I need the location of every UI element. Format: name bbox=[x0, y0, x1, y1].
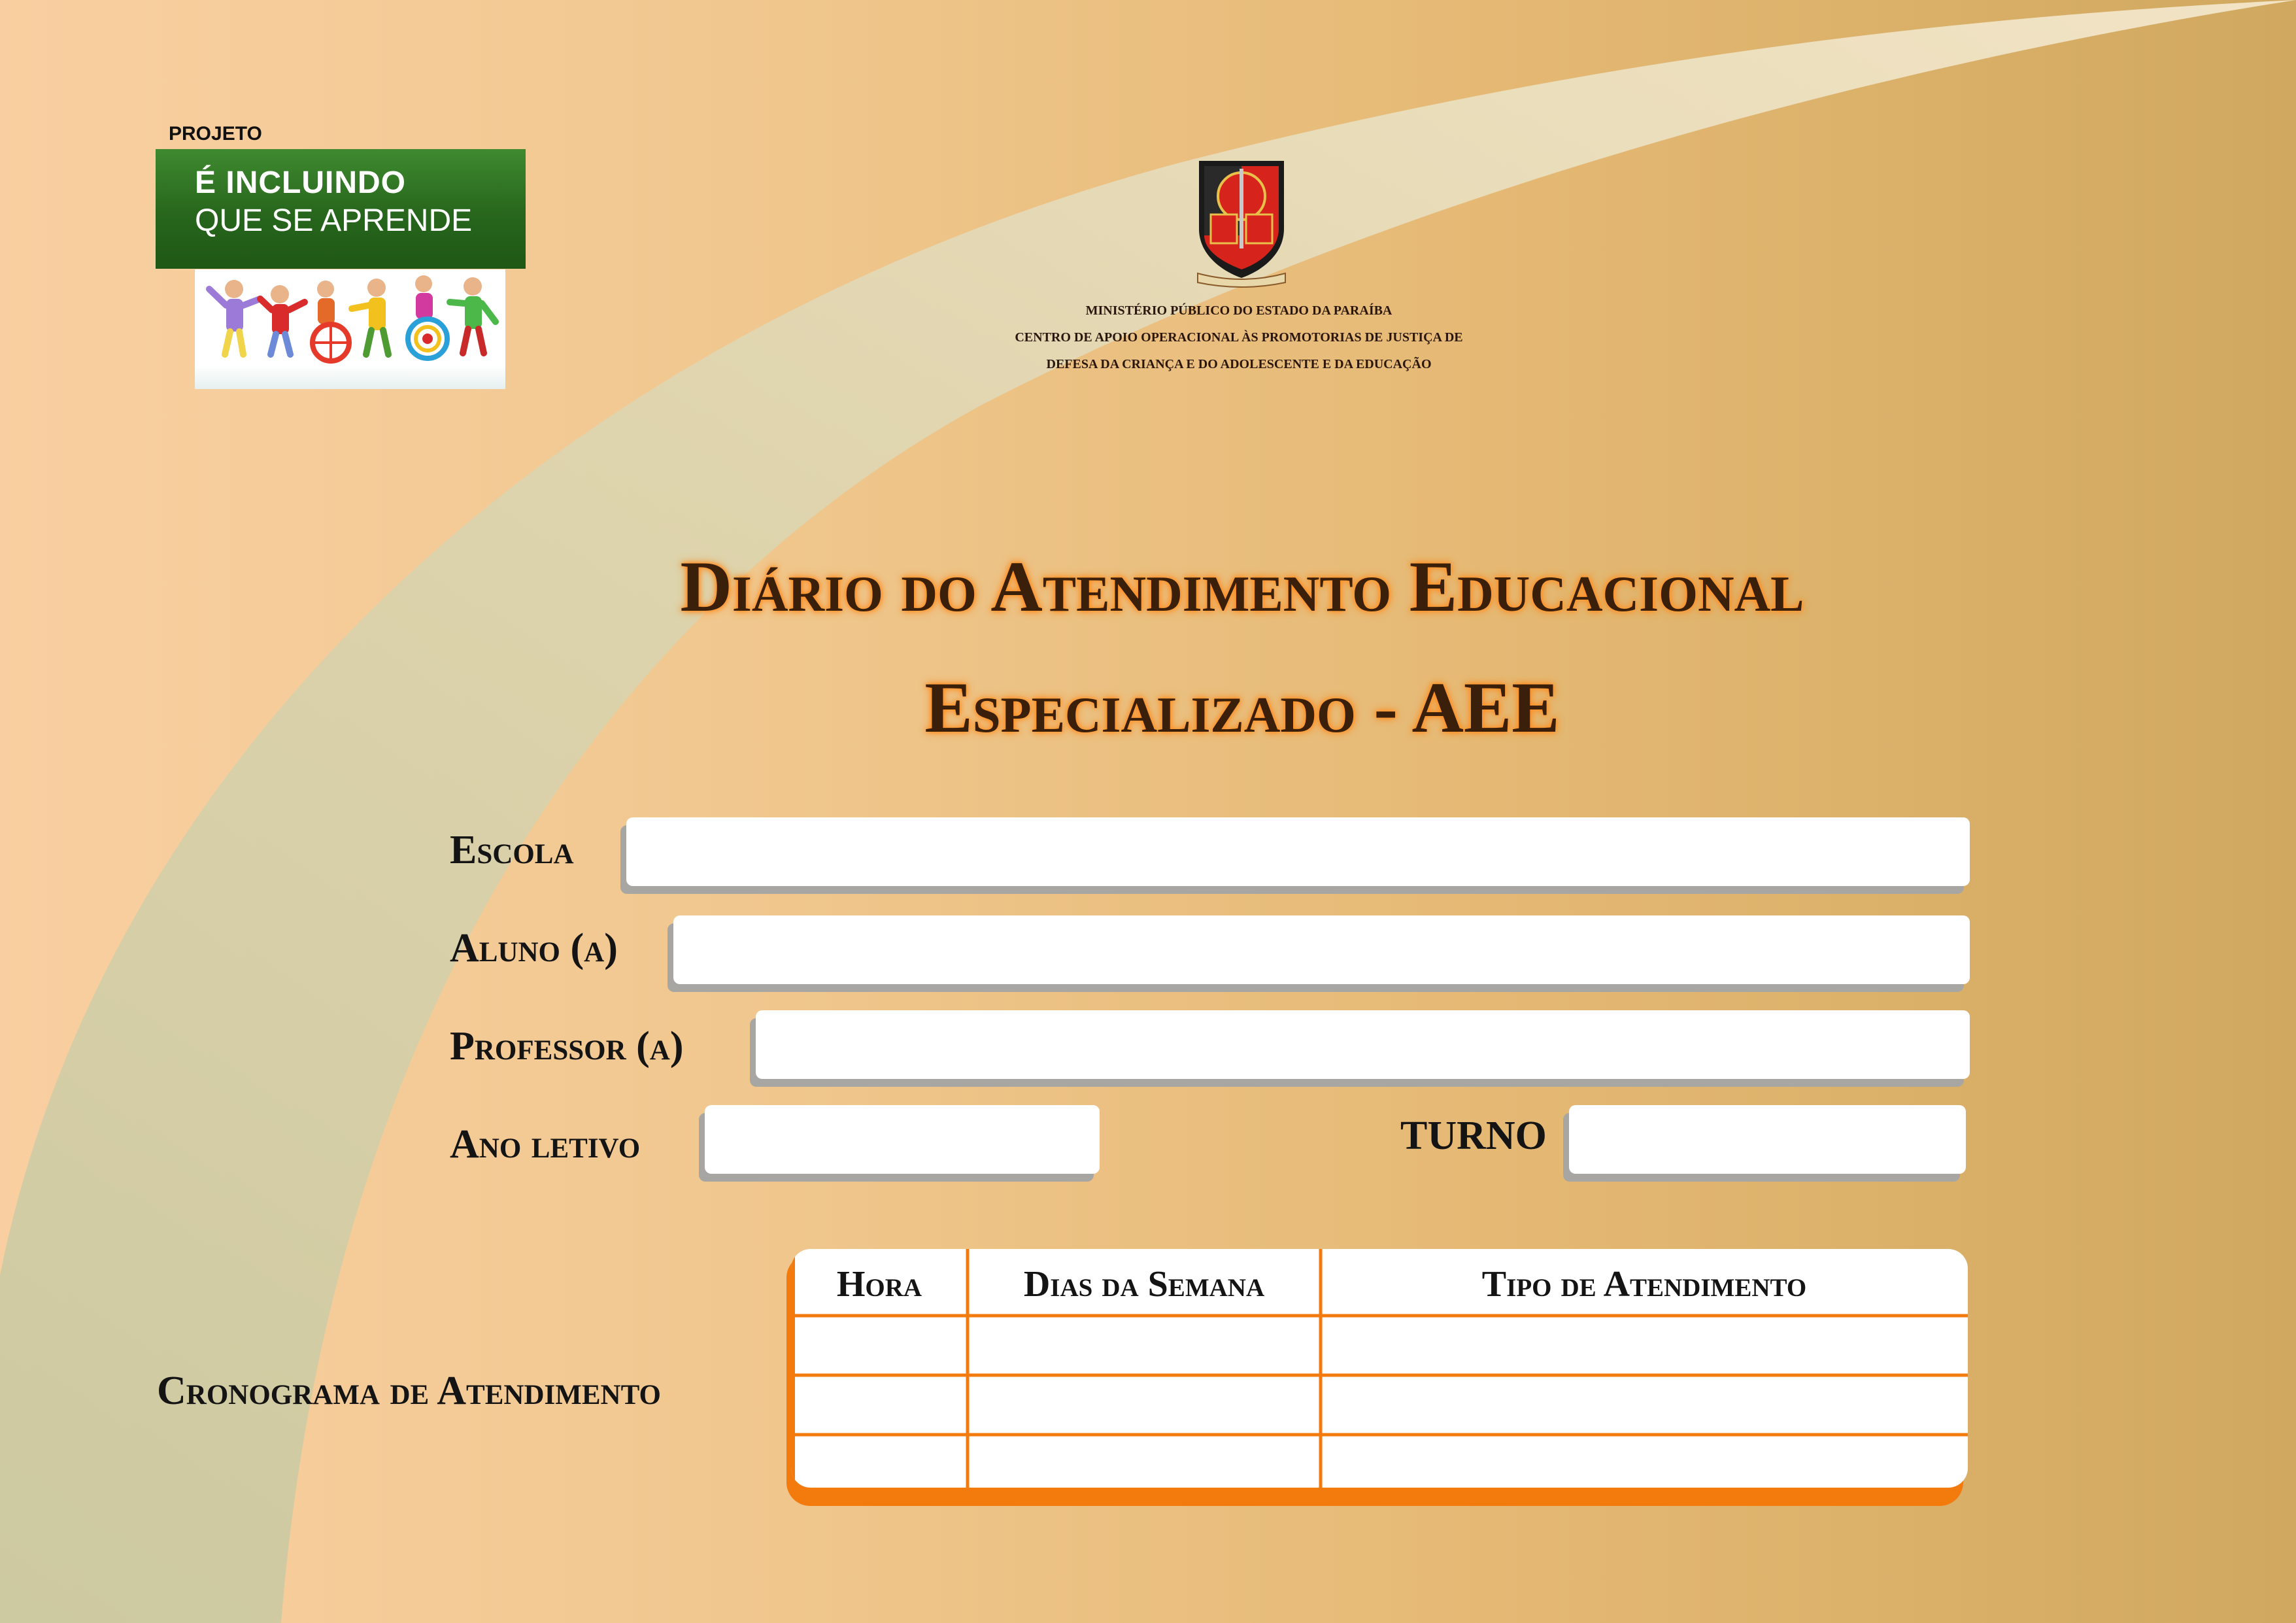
children-figures-icon bbox=[195, 269, 505, 389]
ano-letivo-label: Ano letivo bbox=[450, 1122, 641, 1167]
turno-label: TURNO bbox=[1400, 1114, 1547, 1158]
institution-crest-icon bbox=[1195, 157, 1288, 288]
escola-field[interactable] bbox=[626, 817, 1970, 886]
institution-line-1: MINISTÉRIO PÚBLICO DO ESTADO DA PARAÍBA bbox=[1085, 303, 1393, 318]
table-cell[interactable] bbox=[1323, 1437, 1965, 1486]
project-kicker: PROJETO bbox=[169, 123, 262, 145]
document-title bbox=[458, 526, 2027, 768]
children-illustration bbox=[195, 269, 505, 389]
header-dias-da-semana: Dias da Semana bbox=[1023, 1264, 1265, 1305]
table-cell[interactable] bbox=[970, 1318, 1318, 1373]
table-cell[interactable] bbox=[796, 1378, 965, 1433]
schedule-table bbox=[791, 1249, 1968, 1488]
project-name-line1: É INCLUINDO bbox=[195, 165, 406, 200]
table-cell[interactable] bbox=[796, 1318, 965, 1373]
cronograma-label: Cronograma de Atendimento bbox=[157, 1369, 661, 1413]
table-cell[interactable] bbox=[796, 1437, 965, 1486]
institution-line-2: CENTRO DE APOIO OPERACIONAL ÀS PROMOTORIAS DE JUSTIÇA DE bbox=[1015, 330, 1463, 345]
institution-line-3: DEFESA DA CRIANÇA E DO ADOLESCENTE E DA EDUCAÇÃO bbox=[1046, 357, 1432, 371]
table-cell[interactable] bbox=[970, 1437, 1318, 1486]
title-line-1: Diário do Atendimento Educacional bbox=[680, 547, 1804, 626]
header-tipo-de-atendimento: Tipo de Atendimento bbox=[1481, 1264, 1807, 1305]
ano-letivo-field[interactable] bbox=[705, 1105, 1100, 1174]
header-hora: Hora bbox=[836, 1264, 922, 1305]
project-logo bbox=[156, 149, 526, 269]
table-cell[interactable] bbox=[1323, 1378, 1965, 1433]
turno-field[interactable] bbox=[1569, 1105, 1966, 1174]
institution-header bbox=[909, 298, 1569, 378]
table-cell[interactable] bbox=[1323, 1318, 1965, 1373]
escola-label: Escola bbox=[450, 828, 574, 872]
title-line-2: Especializado - AEE bbox=[924, 668, 1560, 747]
aluno-field[interactable] bbox=[673, 915, 1970, 984]
table-cell[interactable] bbox=[970, 1378, 1318, 1433]
aluno-label: Aluno (a) bbox=[450, 926, 618, 970]
professor-field[interactable] bbox=[756, 1010, 1970, 1079]
project-name-line2: QUE SE APRENDE bbox=[195, 203, 473, 238]
professor-label: Professor (a) bbox=[450, 1024, 684, 1068]
